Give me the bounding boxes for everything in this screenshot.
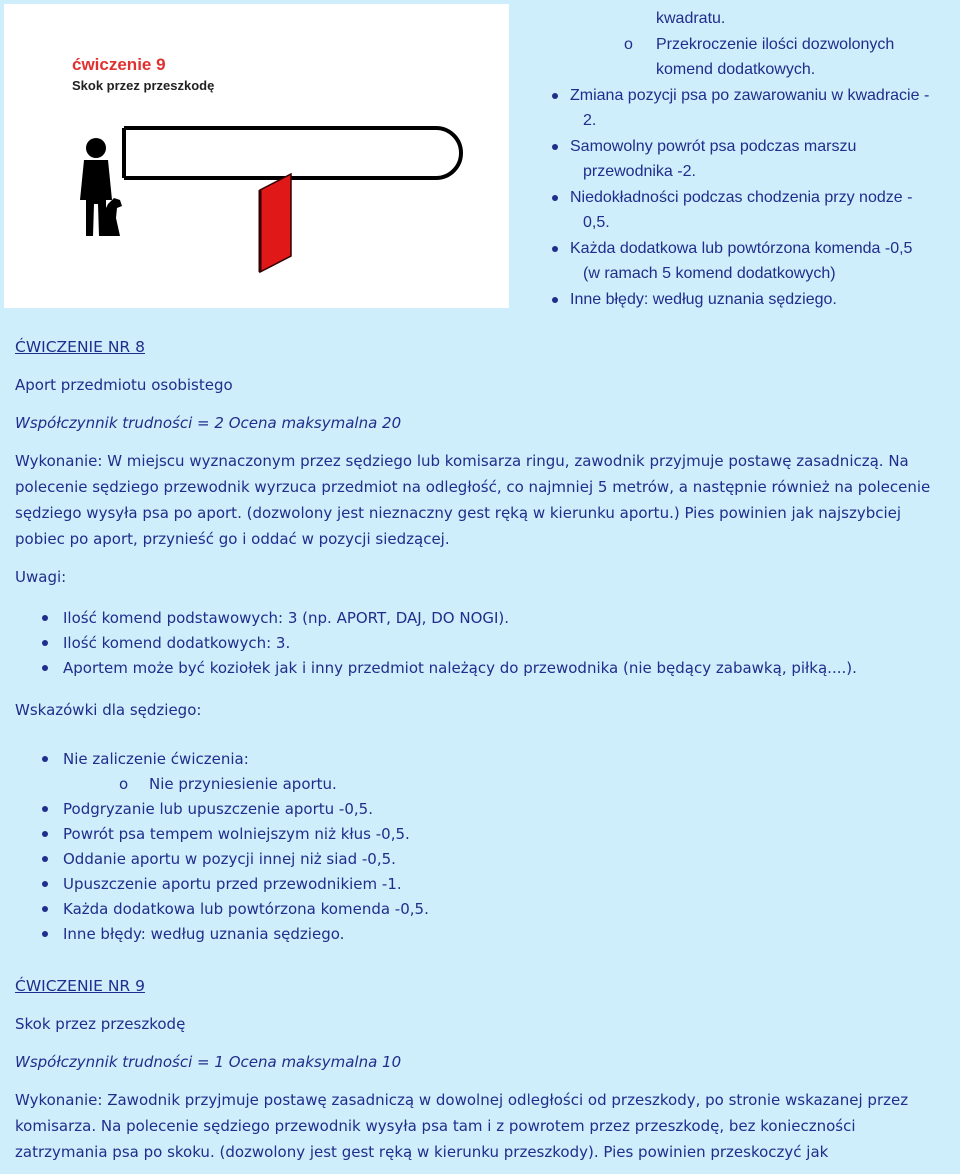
figure-title: ćwiczenie 9 [72,55,166,74]
list-item: Podgryzanie lub upuszczenie aportu -0,5. [15,797,945,822]
bullet-icon [552,195,558,201]
top-list-continuation: kwadratu. [656,10,726,27]
list-item: Ilość komend dodatkowych: 3. [15,631,945,656]
top-list-item: Samowolny powrót psa podczas marszu przewodnika -2. [520,134,950,185]
remarks-list [15,606,945,681]
list-item: Nie zaliczenie ćwiczenia: [15,747,945,772]
execution-text: Zawodnik przyjmuje postawę zasadniczą w dowolnej odległości od przeszkody, po stronie wskazanej przez komisarza. Na polecenie sędziego przewodnik wysyła psa tam i z powrotem przez przeszkodę, bez konieczności zatrzymania psa po skoku. (dozwolony jest gest ręką w kierunku przeszkody). Pies powinien przeskoczyć jak [15,1091,909,1161]
top-list-item: Niedokładności podczas chodzenia przy nodze - 0,5. [520,185,950,236]
bullet-icon [552,246,558,252]
exercise-8-heading: ĆWICZENIE NR 8 [15,338,145,356]
bullet-icon [552,297,558,303]
sub-list-item: o Nie przyniesienie aportu. [15,772,945,797]
list-item: Ilość komend podstawowych: 3 (np. APORT, DAJ, DO NOGI). [15,606,945,631]
top-list [520,6,950,312]
remarks-label: Uwagi: [15,568,67,586]
top-list-item: Zmiana pozycji psa po zawarowaniu w kwadracie - 2. [520,83,950,134]
exercise-diagram [4,4,509,308]
top-list-sub-item: o Przekroczenie ilości dozwolonych komend dodatkowych. [520,32,950,83]
top-list-item: Inne błędy: według uznania sędziego. [520,287,950,313]
exercise-8-subheading: Aport przedmiotu osobistego [15,376,233,394]
bullet-icon [552,144,558,150]
judge-hints-list [15,747,945,947]
exercise-8-execution [15,448,945,552]
list-item: Każda dodatkowa lub powtórzona komenda -0,5. [15,897,945,922]
exercise-9-subheading: Skok przez przeszkodę [15,1015,186,1033]
top-list-item: Każda dodatkowa lub powtórzona komenda -0,5 (w ramach 5 komend dodatkowych) [520,236,950,287]
main-content [15,334,945,1165]
exercise-8-coefficient: Współczynnik trudności = 2 Ocena maksymalna 20 [15,414,402,432]
list-item: Oddanie aportu w pozycji innej niż siad -0,5. [15,847,945,872]
execution-label: Wykonanie: [15,452,103,470]
sub-bullet-marker: o [624,35,633,53]
judge-hints-label: Wskazówki dla sędziego: [15,701,202,719]
list-item: Inne błędy: według uznania sędziego. [15,922,945,947]
bullet-icon [552,93,558,99]
list-item: Powrót psa tempem wolniejszym niż kłus -0,5. [15,822,945,847]
list-item: Upuszczenie aportu przed przewodnikiem -1. [15,872,945,897]
top-frame [0,0,960,310]
list-item: Aportem może być koziołek jak i inny przedmiot należący do przewodnika (nie będący zabawką, piłką....). [15,656,945,681]
obstacle-board [260,174,291,272]
jump-diagram-graphic [4,4,509,308]
exercise-9-heading: ĆWICZENIE NR 9 [15,977,145,995]
sub-bullet-marker: o [119,775,129,793]
exercise-9-execution [15,1087,945,1165]
execution-text: W miejscu wyznaczonym przez sędziego lub komisarza ringu, zawodnik przyjmuje postawę zasadniczą. Na polecenie sędziego przewodnik wyrzuca przedmiot na odległość, co najmniej 5 metrów, a następnie również na polecenie sędziego wysyła psa po aport. (dozwolony jest nieznaczny gest ręką w kierunku aportu.) Pies powinien jak najszybciej pobiec po aport, przynieść go i oddać w pozycji siedzącej. [15,452,931,548]
execution-label: Wykonanie: [15,1091,103,1109]
figure-subtitle: Skok przez przeszkodę [72,78,215,93]
exercise-9-coefficient: Współczynnik trudności = 1 Ocena maksymalna 10 [15,1053,402,1071]
